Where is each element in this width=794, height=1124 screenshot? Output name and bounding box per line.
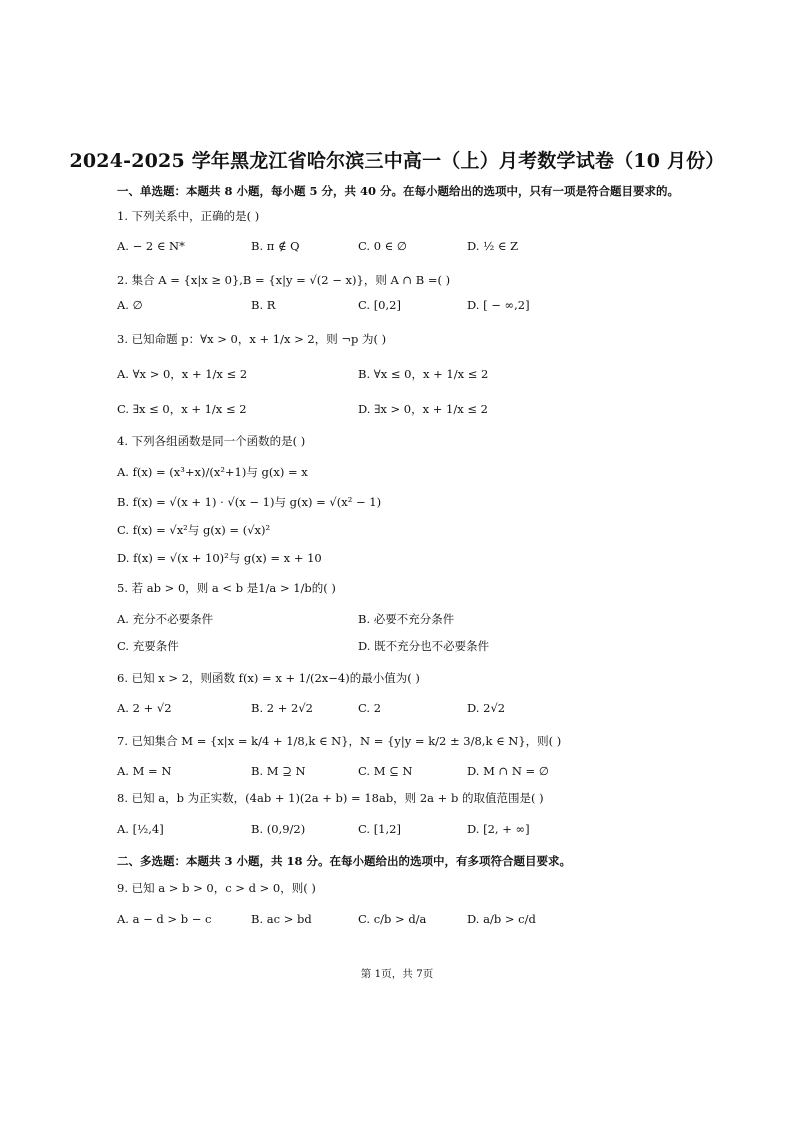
question-6-option-b: B. 2 + 2√2 [251,701,313,715]
question-1-option-a: A. − 2 ∈ N* [117,239,185,253]
question-2-option-d: D. [ − ∞,2] [467,298,530,312]
question-8-option-d: D. [2, + ∞] [467,822,530,836]
question-7-stem: 7. 已知集合 M = {x|x = k/4 + 1/8,k ∈ N}，N = {y|y = k/2 ± 3/8,k ∈ N}，则( ) [117,734,562,748]
page-title: 2024-2025 学年黑龙江省哈尔滨三中高一（上）月考数学试卷（10 月份） [69,150,725,172]
question-4-stem: 4. 下列各组函数是同一个函数的是( ) [117,434,306,448]
question-4-option-a: A. f(x) = (x³+x)/(x²+1)与 g(x) = x [117,465,308,479]
question-5-stem: 5. 若 ab > 0，则 a < b 是1/a > 1/b的( ) [117,581,336,595]
question-5-option-a: A. 充分不必要条件 [117,612,214,626]
question-2-option-b: B. R [251,298,276,312]
question-9-stem: 9. 已知 a > b > 0，c > d > 0，则( ) [117,881,316,895]
question-9-option-d: D. a/b > c/d [467,912,536,926]
question-3-option-b: B. ∀x ≤ 0，x + 1/x ≤ 2 [358,367,489,381]
question-2-stem: 2. 集合 A = {x|x ≥ 0},B = {x|y = √(2 − x)}，则 A ∩ B =( ) [117,273,451,287]
question-2-option-a: A. ∅ [117,298,143,312]
question-6-option-c: C. 2 [358,701,382,715]
question-8-option-a: A. [½,4] [117,822,164,836]
section-heading-single-choice: 一、单选题：本题共 8 小题，每小题 5 分，共 40 分。在每小题给出的选项中，只有一项是符合题目要求的。 [117,184,680,198]
question-6-option-a: A. 2 + √2 [117,701,172,715]
question-5-option-c: C. 充要条件 [117,639,179,653]
question-1-stem: 1. 下列关系中，正确的是( ) [117,209,260,223]
question-1-option-d: D. ½ ∈ Z [467,239,519,253]
question-3-option-c: C. ∃x ≤ 0，x + 1/x ≤ 2 [117,402,247,416]
question-1-option-b: B. π ∉ Q [251,239,300,253]
question-5-option-d: D. 既不充分也不必要条件 [358,639,490,653]
question-4-option-b: B. f(x) = √(x + 1) · √(x − 1)与 g(x) = √(x² − 1) [117,495,382,509]
question-3-option-a: A. ∀x > 0，x + 1/x ≤ 2 [117,367,248,381]
question-3-stem: 3. 已知命题 p：∀x > 0，x + 1/x > 2，则 ¬p 为( ) [117,332,387,346]
question-6-stem: 6. 已知 x > 2，则函数 f(x) = x + 1/(2x−4)的最小值为( ) [117,671,420,685]
question-9-option-a: A. a − d > b − c [117,912,212,926]
question-8-option-b: B. (0,9/2) [251,822,306,836]
question-1-option-c: C. 0 ∈ ∅ [358,239,407,253]
question-7-option-d: D. M ∩ N = ∅ [467,764,549,778]
question-2-option-c: C. [0,2] [358,298,401,312]
question-3-option-d: D. ∃x > 0，x + 1/x ≤ 2 [358,402,488,416]
question-4-option-c: C. f(x) = √x²与 g(x) = (√x)² [117,523,271,537]
section-heading-multiple-choice: 二、多选题：本题共 3 小题，共 18 分。在每小题给出的选项中，有多项符合题目要求。 [117,854,572,868]
question-9-option-b: B. ac > bd [251,912,312,926]
question-6-option-d: D. 2√2 [467,701,506,715]
question-7-option-b: B. M ⊇ N [251,764,306,778]
question-8-option-c: C. [1,2] [358,822,401,836]
question-8-stem: 8. 已知 a，b 为正实数，(4ab + 1)(2a + b) = 18ab，则 2a + b 的取值范围是( ) [117,791,544,805]
question-9-option-c: C. c/b > d/a [358,912,427,926]
question-4-option-d: D. f(x) = √(x + 10)²与 g(x) = x + 10 [117,551,322,565]
question-5-option-b: B. 必要不充分条件 [358,612,455,626]
question-7-option-a: A. M = N [117,764,172,778]
question-7-option-c: C. M ⊆ N [358,764,413,778]
page-footer: 第 1页，共 7页 [360,968,434,980]
